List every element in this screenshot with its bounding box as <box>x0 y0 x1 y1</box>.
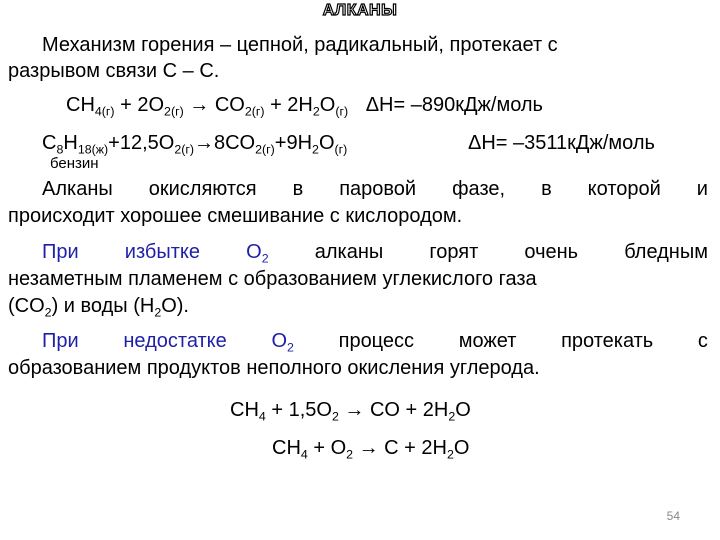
eq-sub: 4 <box>300 447 308 462</box>
word: фазе, <box>452 178 506 200</box>
word: и <box>696 178 708 200</box>
word: алканы <box>314 241 384 263</box>
word: бледным <box>624 241 708 263</box>
eq-part: + O <box>307 437 347 459</box>
eq-part: O <box>453 437 470 459</box>
word: в <box>292 178 304 200</box>
eq-sub: 2 <box>346 447 354 462</box>
eq-part: → CO + 2H <box>338 399 449 421</box>
text-sub: 2 <box>44 305 52 320</box>
text-part: ) и воды (H <box>51 295 155 317</box>
enthalpy-value: ΔH= –3511кДж/моль <box>468 132 655 154</box>
equation-incomplete-co <box>230 398 471 422</box>
eq-sub: 2 <box>331 409 339 424</box>
word: очень <box>524 241 579 263</box>
intro-line-2: разрывом связи С – С. <box>8 60 220 82</box>
eq-part: CH <box>272 437 301 459</box>
word: может <box>458 330 517 352</box>
eq-sub: 2(г) <box>174 142 194 157</box>
eq-sub: 2 <box>448 409 456 424</box>
paragraph-1-line-2: происходит хорошее смешивание с кислородом. <box>8 205 463 227</box>
paragraph-2-line-2: незаметным пламенем с образованием углекислого газа <box>8 268 537 290</box>
eq-part: O <box>319 94 336 116</box>
eq-sub: 2(г) <box>164 104 184 119</box>
word: с <box>697 330 708 352</box>
eq-part: +9H <box>274 132 313 154</box>
text-part: O). <box>161 295 189 317</box>
eq-sub: 18(ж) <box>77 142 109 157</box>
highlight-word: избытке <box>124 241 201 263</box>
word: окисляются <box>148 178 257 200</box>
eq-sub: 2(г) <box>244 104 265 119</box>
text-part: (CO <box>8 295 45 317</box>
page-number: 54 <box>666 509 680 523</box>
eq-sub: 4 <box>258 409 266 424</box>
highlight-word: недостатке <box>123 330 227 352</box>
paragraph-3-line-2: образованием продуктов неполного окисления углерода. <box>8 357 540 379</box>
word: Алканы <box>42 178 113 200</box>
eq-part: CH <box>230 399 259 421</box>
eq-sub: (г) <box>334 142 348 157</box>
eq-sub: (г) <box>335 104 349 119</box>
highlight-word: O <box>246 241 262 263</box>
eq-sub: 2(г) <box>255 142 275 157</box>
paragraph-2-line-1 <box>42 240 708 264</box>
eq-sub: 2 <box>312 142 319 157</box>
word: которой <box>587 178 661 200</box>
highlight-word: O <box>271 330 288 352</box>
highlight-word: При <box>42 330 79 352</box>
eq-part: O <box>318 132 335 154</box>
eq-sub: 4(г) <box>94 104 115 119</box>
word: горят <box>429 241 479 263</box>
word: паровой <box>339 178 417 200</box>
highlight-sub: 2 <box>261 251 269 266</box>
eq-part: + 1,5O <box>265 399 332 421</box>
eq-part: CH <box>66 94 95 116</box>
slide-title: АЛКАНЫ <box>322 2 398 19</box>
eq-part: O <box>455 399 471 421</box>
highlight-word: При <box>42 241 79 263</box>
paragraph-3-line-1 <box>42 329 708 353</box>
equation-incomplete-carbon <box>272 436 469 460</box>
highlight-sub: 2 <box>287 340 294 355</box>
intro-line-1: Механизм горения – цепной, радикальный, протекает с <box>42 34 558 56</box>
gasoline-note: бензин <box>50 155 99 172</box>
eq-part: + 2H <box>264 94 313 116</box>
enthalpy-value: ΔH= –890кДж/моль <box>365 94 543 116</box>
eq-part: +12,5O <box>108 132 175 154</box>
word: протекать <box>561 330 654 352</box>
text-sub: 2 <box>154 305 162 320</box>
equation-octane-combustion <box>42 131 347 155</box>
eq-sub: 8 <box>56 142 64 157</box>
word: процесс <box>338 330 415 352</box>
eq-sub: 2 <box>446 447 454 462</box>
paragraph-1-line-1 <box>42 177 708 201</box>
eq-part: → C + 2H <box>353 437 447 459</box>
eq-part: H <box>63 132 78 154</box>
eq-part: →8CO <box>193 132 256 154</box>
eq-part: → CO <box>183 94 245 116</box>
eq-part: C <box>42 132 57 154</box>
word: в <box>541 178 552 200</box>
paragraph-2-line-3 <box>8 294 189 318</box>
eq-sub: 2 <box>312 104 320 119</box>
eq-part: + 2O <box>114 94 165 116</box>
equation-methane-combustion <box>66 93 543 117</box>
